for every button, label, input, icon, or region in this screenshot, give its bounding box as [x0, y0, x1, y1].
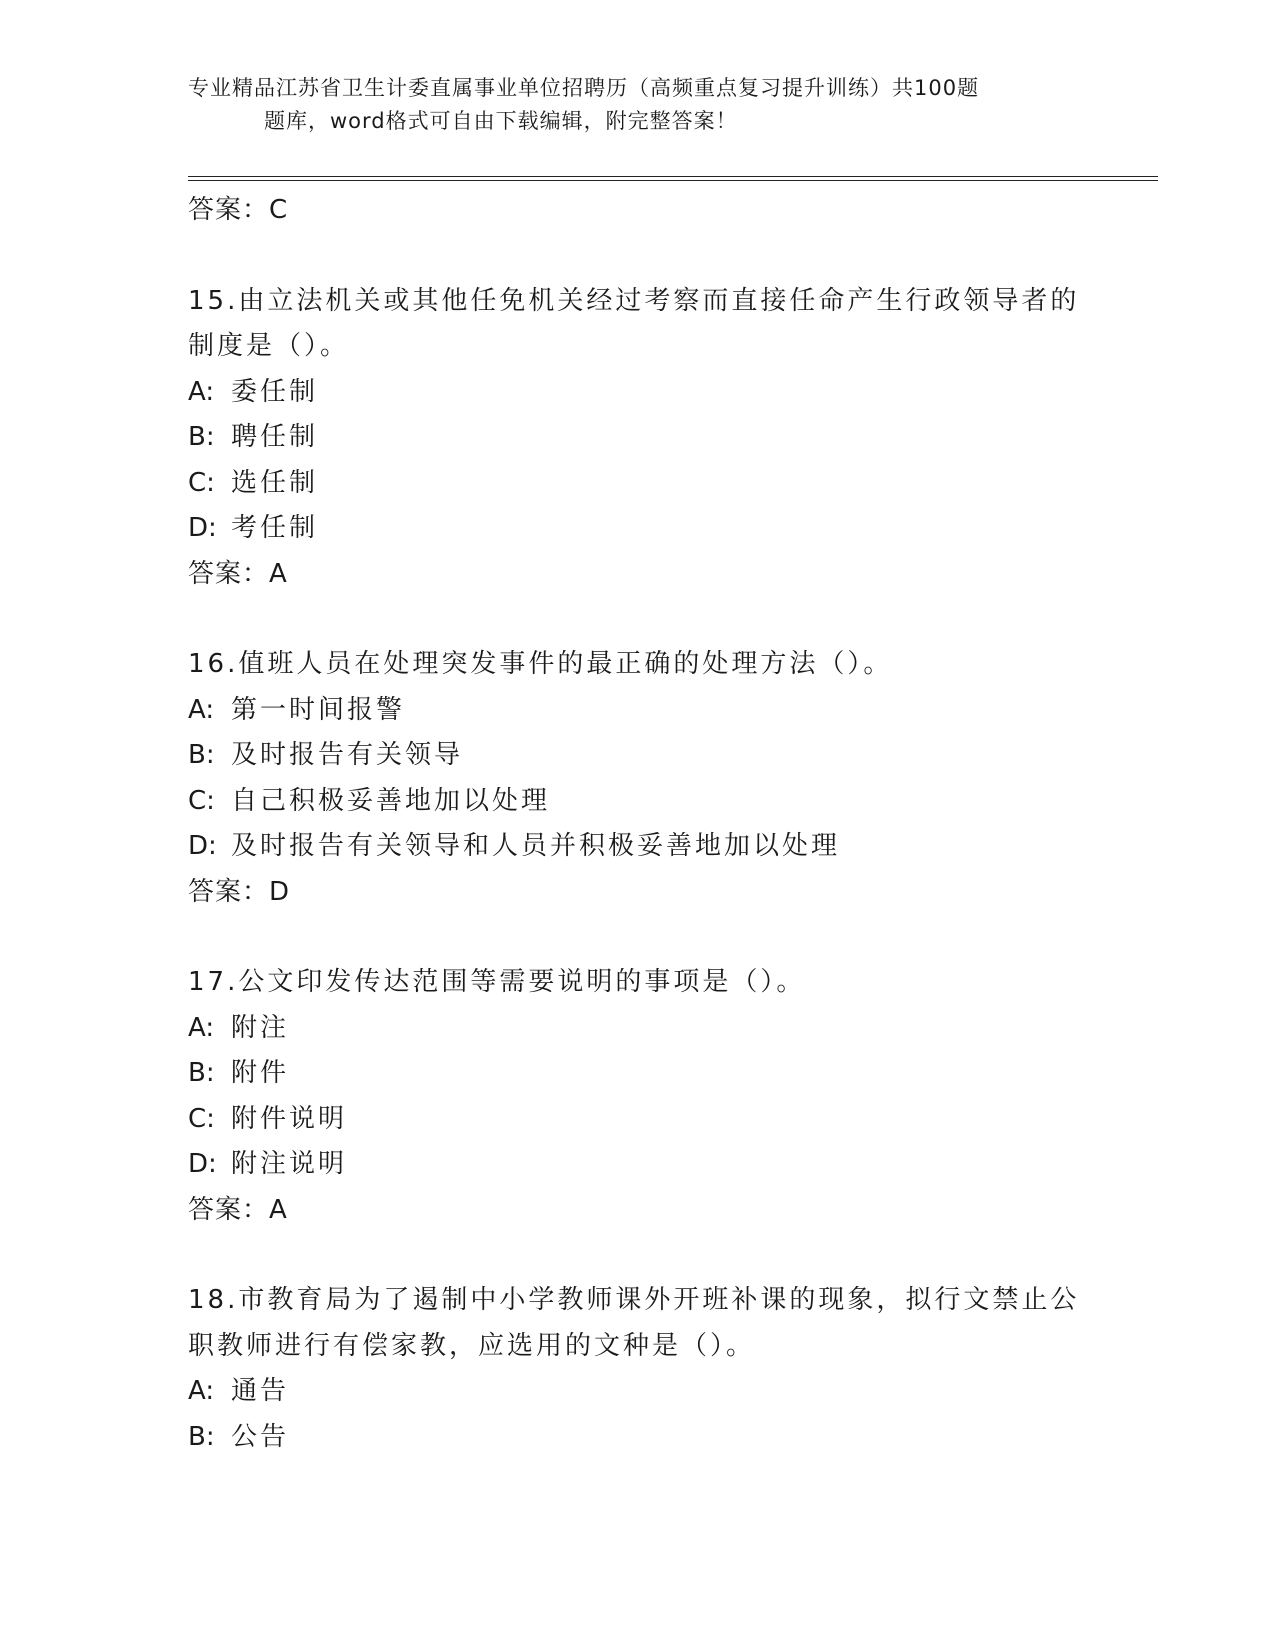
option-c: [188, 1097, 1088, 1143]
question-text: 18.市教育局为了遏制中小学教师课外开班补课的现象，拟行文禁止公职教师进行有偿家教，应选用的文种是（）。: [188, 1285, 1080, 1361]
option-key: B:: [188, 1421, 215, 1452]
option-key: C:: [188, 467, 215, 498]
option-key: B:: [188, 1058, 215, 1088]
answer-line: 答案：A: [188, 558, 288, 589]
question-15: [188, 279, 1088, 598]
option-text: 选任制: [231, 467, 319, 498]
option-key: A:: [188, 694, 215, 725]
option-text: 附件: [231, 1058, 290, 1088]
header-rule-bottom: [188, 180, 1158, 181]
option-a: [188, 1006, 1088, 1052]
option-b: [188, 415, 1088, 461]
option-a: [188, 688, 1088, 734]
option-text: 聘任制: [231, 422, 319, 452]
option-key: A:: [188, 1012, 215, 1043]
option-b: [188, 1415, 1088, 1461]
option-a: [188, 370, 1088, 416]
page-header: [188, 72, 1088, 138]
question-18: [188, 1278, 1088, 1460]
option-text: 公告: [231, 1421, 290, 1452]
option-key: D:: [188, 513, 217, 543]
question-text: 16.值班人员在处理突发事件的最正确的处理方法（）。: [188, 649, 893, 679]
question-list: [188, 188, 1088, 1460]
option-d: [188, 1142, 1088, 1188]
question-text: 15.由立法机关或其他任免机关经过考察而直接任命产生行政领导者的制度是（）。: [188, 285, 1080, 361]
option-key: A:: [188, 1376, 215, 1406]
option-text: 及时报告有关领导和人员并积极妥善地加以处理: [231, 831, 841, 861]
option-b: [188, 733, 1088, 779]
option-key: B:: [188, 740, 215, 770]
spacer: [188, 234, 1088, 279]
header-rule-top: [188, 176, 1158, 177]
answer-line: 答案：D: [188, 876, 291, 907]
option-c: [188, 779, 1088, 825]
option-a: [188, 1369, 1088, 1415]
option-key: D:: [188, 1149, 217, 1179]
option-key: C:: [188, 1103, 215, 1134]
option-text: 委任制: [231, 376, 319, 407]
header-line-1: 专业精品江苏省卫生计委直属事业单位招聘历（高频重点复习提升训练）共100题: [188, 76, 980, 100]
option-text: 通告: [231, 1376, 290, 1406]
option-text: 自己积极妥善地加以处理: [231, 785, 551, 816]
question-text: 17.公文印发传达范围等需要说明的事项是（）。: [188, 967, 806, 997]
option-d: [188, 506, 1088, 552]
option-d: [188, 824, 1088, 870]
header-line-2: 题库，word格式可自由下载编辑，附完整答案！: [264, 109, 738, 133]
spacer: [188, 597, 1088, 642]
spacer: [188, 915, 1088, 960]
option-text: 附注: [231, 1012, 290, 1043]
option-text: 考任制: [231, 513, 319, 543]
option-text: 附注说明: [231, 1149, 348, 1179]
option-b: [188, 1051, 1088, 1097]
option-text: 附件说明: [231, 1103, 348, 1134]
option-c: [188, 461, 1088, 507]
option-key: C:: [188, 785, 215, 816]
option-key: A:: [188, 376, 215, 407]
option-key: D:: [188, 831, 217, 861]
option-text: 第一时间报警: [231, 694, 406, 725]
option-key: B:: [188, 422, 215, 452]
answer-line: 答案：A: [188, 1194, 288, 1225]
answer-line: 答案：C: [188, 195, 289, 225]
question-16: [188, 642, 1088, 915]
question-17: [188, 960, 1088, 1233]
option-text: 及时报告有关领导: [231, 740, 464, 770]
spacer: [188, 1233, 1088, 1278]
